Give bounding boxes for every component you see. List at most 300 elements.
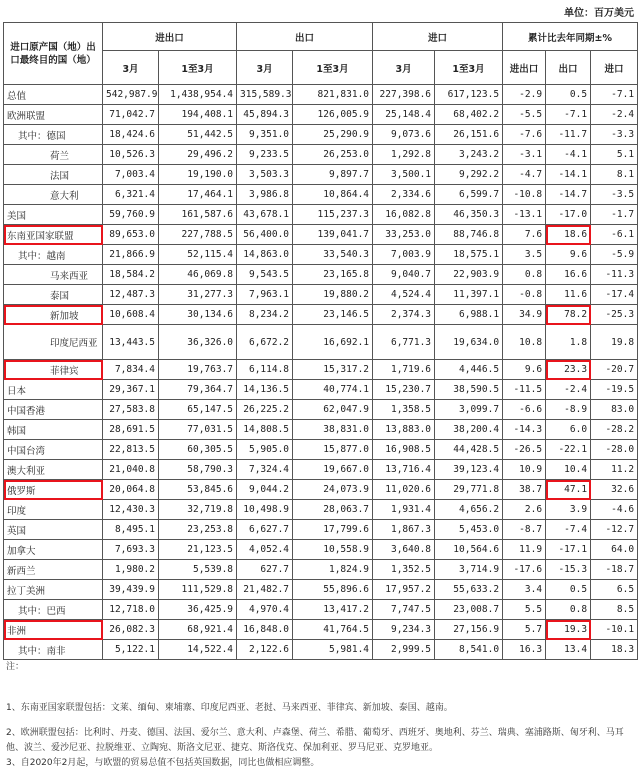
cell-import-cum: 44,428.5 xyxy=(435,440,503,460)
cell-growth-total: -14.3 xyxy=(503,420,546,440)
cell-total-cum: 53,845.6 xyxy=(159,480,237,500)
cell-export-cum: 33,540.3 xyxy=(293,245,373,265)
cell-total-cum: 30,134.6 xyxy=(159,305,237,325)
header-export: 出口 xyxy=(237,23,373,51)
table-row xyxy=(4,480,638,500)
row-label: 澳大利亚 xyxy=(4,460,103,480)
cell-import-cum: 27,156.9 xyxy=(435,620,503,640)
cell-export-month: 5,905.0 xyxy=(237,440,293,460)
cell-growth-import: -18.7 xyxy=(591,560,638,580)
cell-total-cum: 77,031.5 xyxy=(159,420,237,440)
table-row xyxy=(4,85,638,105)
cell-total-month: 20,064.8 xyxy=(103,480,159,500)
cell-export-month: 14,808.5 xyxy=(237,420,293,440)
cell-total-cum: 32,719.8 xyxy=(159,500,237,520)
cell-growth-import: -11.3 xyxy=(591,265,638,285)
cell-growth-import: -17.4 xyxy=(591,285,638,305)
cell-import-month: 1,931.4 xyxy=(373,500,435,520)
cell-growth-import: -3.5 xyxy=(591,185,638,205)
cell-growth-export: 9.6 xyxy=(546,245,591,265)
row-label: 其中：越南 xyxy=(4,245,103,265)
cell-export-month: 9,351.0 xyxy=(237,125,293,145)
cell-growth-export: -14.1 xyxy=(546,165,591,185)
cell-total-month: 21,040.8 xyxy=(103,460,159,480)
table-body xyxy=(4,85,638,660)
row-label: 非洲 xyxy=(4,620,103,640)
cell-export-cum: 15,317.2 xyxy=(293,360,373,380)
cell-export-month: 9,233.5 xyxy=(237,145,293,165)
cell-import-cum: 68,402.2 xyxy=(435,105,503,125)
cell-export-month: 3,986.8 xyxy=(237,185,293,205)
cell-import-cum: 39,123.4 xyxy=(435,460,503,480)
cell-export-month: 315,589.3 xyxy=(237,85,293,105)
cell-total-cum: 31,277.3 xyxy=(159,285,237,305)
table-row xyxy=(4,185,638,205)
note-3: 3、自2020年2月起，与欧盟的贸易总值不包括英国数据，同比也做相应调整。 xyxy=(6,758,320,768)
header-growth-export: 出口 xyxy=(546,51,591,85)
cell-import-month: 33,253.0 xyxy=(373,225,435,245)
cell-growth-import: -5.9 xyxy=(591,245,638,265)
cell-growth-export: -22.1 xyxy=(546,440,591,460)
cell-export-month: 10,498.9 xyxy=(237,500,293,520)
row-label: 菲律宾 xyxy=(4,360,103,380)
cell-growth-import: -28.2 xyxy=(591,420,638,440)
cell-growth-total: 7.6 xyxy=(503,225,546,245)
cell-export-month: 21,482.7 xyxy=(237,580,293,600)
cell-import-cum: 6,988.1 xyxy=(435,305,503,325)
cell-import-month: 9,234.3 xyxy=(373,620,435,640)
cell-growth-export: 0.8 xyxy=(546,600,591,620)
cell-import-month: 2,334.6 xyxy=(373,185,435,205)
cell-total-month: 22,813.5 xyxy=(103,440,159,460)
header-import-month: 3月 xyxy=(373,51,435,85)
cell-export-month: 16,848.0 xyxy=(237,620,293,640)
row-label: 中国台湾 xyxy=(4,440,103,460)
cell-growth-total: 5.7 xyxy=(503,620,546,640)
cell-export-cum: 24,073.9 xyxy=(293,480,373,500)
table-row xyxy=(4,620,638,640)
cell-export-month: 56,400.0 xyxy=(237,225,293,245)
cell-total-cum: 227,788.5 xyxy=(159,225,237,245)
table-row xyxy=(4,460,638,480)
table-row xyxy=(4,360,638,380)
cell-total-month: 12,487.3 xyxy=(103,285,159,305)
cell-export-month: 8,234.2 xyxy=(237,305,293,325)
cell-total-cum: 65,147.5 xyxy=(159,400,237,420)
cell-export-cum: 10,558.9 xyxy=(293,540,373,560)
row-label: 印度尼西亚 xyxy=(4,325,103,360)
table-row xyxy=(4,265,638,285)
table-row xyxy=(4,125,638,145)
cell-total-month: 39,439.9 xyxy=(103,580,159,600)
header-country: 进口原产国（地）出口最终目的国（地） xyxy=(4,23,103,85)
cell-growth-export: 0.5 xyxy=(546,85,591,105)
row-label: 新加坡 xyxy=(4,305,103,325)
cell-growth-export: 13.4 xyxy=(546,640,591,660)
cell-import-cum: 6,599.7 xyxy=(435,185,503,205)
cell-growth-export: -8.9 xyxy=(546,400,591,420)
row-label: 美国 xyxy=(4,205,103,225)
cell-growth-total: 9.6 xyxy=(503,360,546,380)
cell-export-month: 3,503.3 xyxy=(237,165,293,185)
cell-total-month: 59,760.9 xyxy=(103,205,159,225)
cell-import-month: 9,073.6 xyxy=(373,125,435,145)
cell-growth-import: 11.2 xyxy=(591,460,638,480)
cell-import-month: 1,358.5 xyxy=(373,400,435,420)
cell-import-month: 1,719.6 xyxy=(373,360,435,380)
cell-total-month: 89,653.0 xyxy=(103,225,159,245)
cell-import-cum: 19,634.0 xyxy=(435,325,503,360)
cell-growth-import: 64.0 xyxy=(591,540,638,560)
row-label: 日本 xyxy=(4,380,103,400)
cell-export-cum: 821,831.0 xyxy=(293,85,373,105)
cell-growth-export: -7.1 xyxy=(546,105,591,125)
cell-export-cum: 23,146.5 xyxy=(293,305,373,325)
cell-export-month: 627.7 xyxy=(237,560,293,580)
cell-import-month: 3,640.8 xyxy=(373,540,435,560)
cell-export-cum: 115,237.3 xyxy=(293,205,373,225)
cell-export-cum: 25,290.9 xyxy=(293,125,373,145)
table-row xyxy=(4,165,638,185)
header-growth-import: 进口 xyxy=(591,51,638,85)
cell-growth-export: 78.2 xyxy=(546,305,591,325)
cell-growth-total: -6.6 xyxy=(503,400,546,420)
cell-import-month: 17,957.2 xyxy=(373,580,435,600)
table-row xyxy=(4,500,638,520)
cell-import-cum: 29,771.8 xyxy=(435,480,503,500)
header-import: 进口 xyxy=(373,23,503,51)
cell-export-month: 7,963.1 xyxy=(237,285,293,305)
cell-growth-total: 10.9 xyxy=(503,460,546,480)
cell-growth-import: -25.3 xyxy=(591,305,638,325)
cell-total-month: 5,122.1 xyxy=(103,640,159,660)
cell-export-cum: 5,981.4 xyxy=(293,640,373,660)
cell-total-month: 12,718.0 xyxy=(103,600,159,620)
cell-import-cum: 18,575.1 xyxy=(435,245,503,265)
table-row xyxy=(4,105,638,125)
cell-total-month: 10,526.3 xyxy=(103,145,159,165)
cell-total-cum: 161,587.6 xyxy=(159,205,237,225)
cell-growth-import: -12.7 xyxy=(591,520,638,540)
cell-growth-total: 11.9 xyxy=(503,540,546,560)
cell-total-cum: 29,496.2 xyxy=(159,145,237,165)
row-label: 总值 xyxy=(4,85,103,105)
cell-growth-total: -3.1 xyxy=(503,145,546,165)
row-label: 其中：德国 xyxy=(4,125,103,145)
cell-import-month: 7,003.9 xyxy=(373,245,435,265)
cell-growth-import: -20.7 xyxy=(591,360,638,380)
cell-growth-total: -17.6 xyxy=(503,560,546,580)
cell-growth-export: -17.1 xyxy=(546,540,591,560)
cell-import-month: 25,148.4 xyxy=(373,105,435,125)
row-label: 新西兰 xyxy=(4,560,103,580)
row-label: 意大利 xyxy=(4,185,103,205)
cell-growth-import: -6.1 xyxy=(591,225,638,245)
row-label: 泰国 xyxy=(4,285,103,305)
row-label: 加拿大 xyxy=(4,540,103,560)
cell-import-month: 1,292.8 xyxy=(373,145,435,165)
cell-import-cum: 46,350.3 xyxy=(435,205,503,225)
cell-export-month: 26,225.2 xyxy=(237,400,293,420)
cell-import-month: 2,374.3 xyxy=(373,305,435,325)
cell-growth-total: 3.5 xyxy=(503,245,546,265)
row-label: 印度 xyxy=(4,500,103,520)
cell-import-cum: 4,446.5 xyxy=(435,360,503,380)
cell-total-cum: 52,115.4 xyxy=(159,245,237,265)
cell-growth-total: -2.9 xyxy=(503,85,546,105)
cell-total-month: 7,003.4 xyxy=(103,165,159,185)
cell-growth-import: -19.5 xyxy=(591,380,638,400)
cell-growth-total: -7.6 xyxy=(503,125,546,145)
cell-import-cum: 38,590.5 xyxy=(435,380,503,400)
cell-growth-import: 8.5 xyxy=(591,600,638,620)
cell-total-month: 12,430.3 xyxy=(103,500,159,520)
cell-growth-total: 38.7 xyxy=(503,480,546,500)
cell-import-cum: 8,541.0 xyxy=(435,640,503,660)
cell-growth-export: -2.4 xyxy=(546,380,591,400)
table-row xyxy=(4,285,638,305)
cell-import-cum: 55,633.2 xyxy=(435,580,503,600)
cell-export-month: 14,863.0 xyxy=(237,245,293,265)
header-total-cum: 1至3月 xyxy=(159,51,237,85)
cell-growth-total: 0.8 xyxy=(503,265,546,285)
cell-total-month: 13,443.5 xyxy=(103,325,159,360)
cell-growth-export: 0.5 xyxy=(546,580,591,600)
cell-growth-import: 83.0 xyxy=(591,400,638,420)
cell-export-month: 9,543.5 xyxy=(237,265,293,285)
cell-total-cum: 58,790.3 xyxy=(159,460,237,480)
cell-growth-export: -4.1 xyxy=(546,145,591,165)
cell-growth-export: 3.9 xyxy=(546,500,591,520)
cell-import-cum: 5,453.0 xyxy=(435,520,503,540)
cell-growth-export: 19.3 xyxy=(546,620,591,640)
cell-growth-export: 18.6 xyxy=(546,225,591,245)
cell-export-month: 43,678.1 xyxy=(237,205,293,225)
cell-growth-import: 18.3 xyxy=(591,640,638,660)
cell-growth-export: -17.0 xyxy=(546,205,591,225)
cell-total-month: 21,866.9 xyxy=(103,245,159,265)
cell-export-cum: 26,253.0 xyxy=(293,145,373,165)
cell-growth-total: -10.8 xyxy=(503,185,546,205)
cell-import-cum: 23,008.7 xyxy=(435,600,503,620)
cell-growth-export: 23.3 xyxy=(546,360,591,380)
table-row xyxy=(4,540,638,560)
cell-total-month: 7,834.4 xyxy=(103,360,159,380)
cell-growth-export: -11.7 xyxy=(546,125,591,145)
row-label: 东南亚国家联盟 xyxy=(4,225,103,245)
cell-export-cum: 38,831.0 xyxy=(293,420,373,440)
row-label: 其中：巴西 xyxy=(4,600,103,620)
table-row xyxy=(4,205,638,225)
cell-export-cum: 28,063.7 xyxy=(293,500,373,520)
cell-total-month: 10,608.4 xyxy=(103,305,159,325)
cell-total-month: 27,583.8 xyxy=(103,400,159,420)
cell-import-cum: 3,099.7 xyxy=(435,400,503,420)
cell-export-month: 7,324.4 xyxy=(237,460,293,480)
cell-growth-export: 11.6 xyxy=(546,285,591,305)
cell-growth-import: 6.5 xyxy=(591,580,638,600)
cell-growth-export: 6.0 xyxy=(546,420,591,440)
cell-total-cum: 68,921.4 xyxy=(159,620,237,640)
cell-growth-total: -4.7 xyxy=(503,165,546,185)
cell-total-cum: 19,190.0 xyxy=(159,165,237,185)
cell-growth-total: 3.4 xyxy=(503,580,546,600)
cell-export-cum: 62,047.9 xyxy=(293,400,373,420)
cell-export-month: 14,136.5 xyxy=(237,380,293,400)
row-label: 马来西亚 xyxy=(4,265,103,285)
cell-export-cum: 55,896.6 xyxy=(293,580,373,600)
cell-import-cum: 4,656.2 xyxy=(435,500,503,520)
cell-total-cum: 36,425.9 xyxy=(159,600,237,620)
cell-export-cum: 40,774.1 xyxy=(293,380,373,400)
cell-growth-total: -26.5 xyxy=(503,440,546,460)
table-row xyxy=(4,380,638,400)
table-row xyxy=(4,325,638,360)
cell-import-month: 6,771.3 xyxy=(373,325,435,360)
header-export-month: 3月 xyxy=(237,51,293,85)
cell-import-month: 227,398.6 xyxy=(373,85,435,105)
cell-import-month: 13,716.4 xyxy=(373,460,435,480)
table-row xyxy=(4,560,638,580)
cell-total-cum: 36,326.0 xyxy=(159,325,237,360)
cell-growth-import: -7.1 xyxy=(591,85,638,105)
row-label: 韩国 xyxy=(4,420,103,440)
cell-growth-import: -1.7 xyxy=(591,205,638,225)
cell-import-month: 11,020.6 xyxy=(373,480,435,500)
cell-total-cum: 19,763.7 xyxy=(159,360,237,380)
cell-total-month: 18,584.2 xyxy=(103,265,159,285)
table-row xyxy=(4,440,638,460)
cell-total-cum: 1,438,954.4 xyxy=(159,85,237,105)
header-growth: 累计比去年同期±% xyxy=(503,23,638,51)
header-total: 进出口 xyxy=(103,23,237,51)
cell-growth-export: -15.3 xyxy=(546,560,591,580)
cell-total-cum: 21,123.5 xyxy=(159,540,237,560)
table-row xyxy=(4,145,638,165)
cell-import-month: 3,500.1 xyxy=(373,165,435,185)
cell-export-cum: 19,667.0 xyxy=(293,460,373,480)
row-label: 法国 xyxy=(4,165,103,185)
cell-growth-export: -7.4 xyxy=(546,520,591,540)
cell-total-cum: 14,522.4 xyxy=(159,640,237,660)
cell-import-month: 16,908.5 xyxy=(373,440,435,460)
row-label: 拉丁美洲 xyxy=(4,580,103,600)
table-row xyxy=(4,305,638,325)
cell-export-month: 4,052.4 xyxy=(237,540,293,560)
table-row xyxy=(4,400,638,420)
cell-total-month: 18,424.6 xyxy=(103,125,159,145)
cell-total-month: 7,693.3 xyxy=(103,540,159,560)
cell-total-cum: 23,253.8 xyxy=(159,520,237,540)
cell-total-cum: 60,305.5 xyxy=(159,440,237,460)
cell-export-month: 6,672.2 xyxy=(237,325,293,360)
cell-growth-import: -10.1 xyxy=(591,620,638,640)
table-row xyxy=(4,580,638,600)
cell-import-month: 16,082.8 xyxy=(373,205,435,225)
cell-growth-export: 1.8 xyxy=(546,325,591,360)
cell-growth-export: 10.4 xyxy=(546,460,591,480)
row-label: 欧洲联盟 xyxy=(4,105,103,125)
cell-export-month: 4,970.4 xyxy=(237,600,293,620)
cell-export-cum: 10,864.4 xyxy=(293,185,373,205)
header-total-month: 3月 xyxy=(103,51,159,85)
cell-growth-total: 34.9 xyxy=(503,305,546,325)
cell-growth-import: -3.3 xyxy=(591,125,638,145)
cell-import-month: 7,747.5 xyxy=(373,600,435,620)
cell-total-month: 6,321.4 xyxy=(103,185,159,205)
cell-import-month: 1,352.5 xyxy=(373,560,435,580)
cell-export-cum: 9,897.7 xyxy=(293,165,373,185)
unit-label: 单位：百万美元 xyxy=(564,8,634,19)
table-row xyxy=(4,420,638,440)
cell-total-cum: 17,464.1 xyxy=(159,185,237,205)
cell-import-cum: 3,243.2 xyxy=(435,145,503,165)
header-import-cum: 1至3月 xyxy=(435,51,503,85)
cell-export-cum: 139,041.7 xyxy=(293,225,373,245)
cell-growth-export: -14.7 xyxy=(546,185,591,205)
cell-export-cum: 17,799.6 xyxy=(293,520,373,540)
cell-total-month: 71,042.7 xyxy=(103,105,159,125)
row-label: 俄罗斯 xyxy=(4,480,103,500)
cell-total-cum: 79,364.7 xyxy=(159,380,237,400)
cell-import-cum: 38,200.4 xyxy=(435,420,503,440)
cell-growth-export: 16.6 xyxy=(546,265,591,285)
cell-total-cum: 194,408.1 xyxy=(159,105,237,125)
table-row xyxy=(4,245,638,265)
header-export-cum: 1至3月 xyxy=(293,51,373,85)
cell-growth-import: 19.8 xyxy=(591,325,638,360)
cell-export-cum: 19,880.2 xyxy=(293,285,373,305)
note-2: 2、欧洲联盟包括：比利时、丹麦、德国、法国、爱尔兰、意大利、卢森堡、荷兰、希腊、葡萄牙、西班牙、奥地利、芬兰、瑞典、塞浦路斯、匈牙利、马耳他、波兰、爱沙尼亚、拉脱维亚、立陶宛、斯洛文尼亚、捷克、斯洛伐克、保加利亚、罗马尼亚、克罗地亚。 xyxy=(6,728,624,753)
cell-growth-import: 8.1 xyxy=(591,165,638,185)
cell-import-month: 2,999.5 xyxy=(373,640,435,660)
cell-import-cum: 3,714.9 xyxy=(435,560,503,580)
note-1: 1、东南亚国家联盟包括：文莱、缅甸、柬埔寨、印度尼西亚、老挝、马来西亚、菲律宾、新加坡、泰国、越南。 xyxy=(6,703,453,713)
cell-export-cum: 23,165.8 xyxy=(293,265,373,285)
cell-export-cum: 16,692.1 xyxy=(293,325,373,360)
table-row xyxy=(4,600,638,620)
cell-growth-import: 5.1 xyxy=(591,145,638,165)
cell-total-cum: 46,069.8 xyxy=(159,265,237,285)
cell-growth-total: -8.7 xyxy=(503,520,546,540)
cell-export-month: 2,122.6 xyxy=(237,640,293,660)
cell-growth-total: 2.6 xyxy=(503,500,546,520)
cell-growth-total: -11.5 xyxy=(503,380,546,400)
header-growth-total: 进出口 xyxy=(503,51,546,85)
cell-export-month: 9,044.2 xyxy=(237,480,293,500)
cell-growth-import: -28.0 xyxy=(591,440,638,460)
cell-import-cum: 617,123.5 xyxy=(435,85,503,105)
cell-import-month: 4,524.4 xyxy=(373,285,435,305)
cell-export-cum: 1,824.9 xyxy=(293,560,373,580)
notes-label: 注： xyxy=(6,662,25,672)
notes xyxy=(6,660,634,771)
cell-import-cum: 26,151.6 xyxy=(435,125,503,145)
cell-growth-export: 47.1 xyxy=(546,480,591,500)
cell-total-cum: 111,529.8 xyxy=(159,580,237,600)
cell-growth-total: 16.3 xyxy=(503,640,546,660)
cell-export-cum: 126,005.9 xyxy=(293,105,373,125)
cell-total-month: 28,691.5 xyxy=(103,420,159,440)
cell-total-cum: 5,539.8 xyxy=(159,560,237,580)
table-row xyxy=(4,640,638,660)
cell-export-cum: 13,417.2 xyxy=(293,600,373,620)
cell-export-cum: 41,764.5 xyxy=(293,620,373,640)
cell-export-month: 6,627.7 xyxy=(237,520,293,540)
cell-total-month: 8,495.1 xyxy=(103,520,159,540)
cell-total-month: 26,082.3 xyxy=(103,620,159,640)
cell-total-cum: 51,442.5 xyxy=(159,125,237,145)
